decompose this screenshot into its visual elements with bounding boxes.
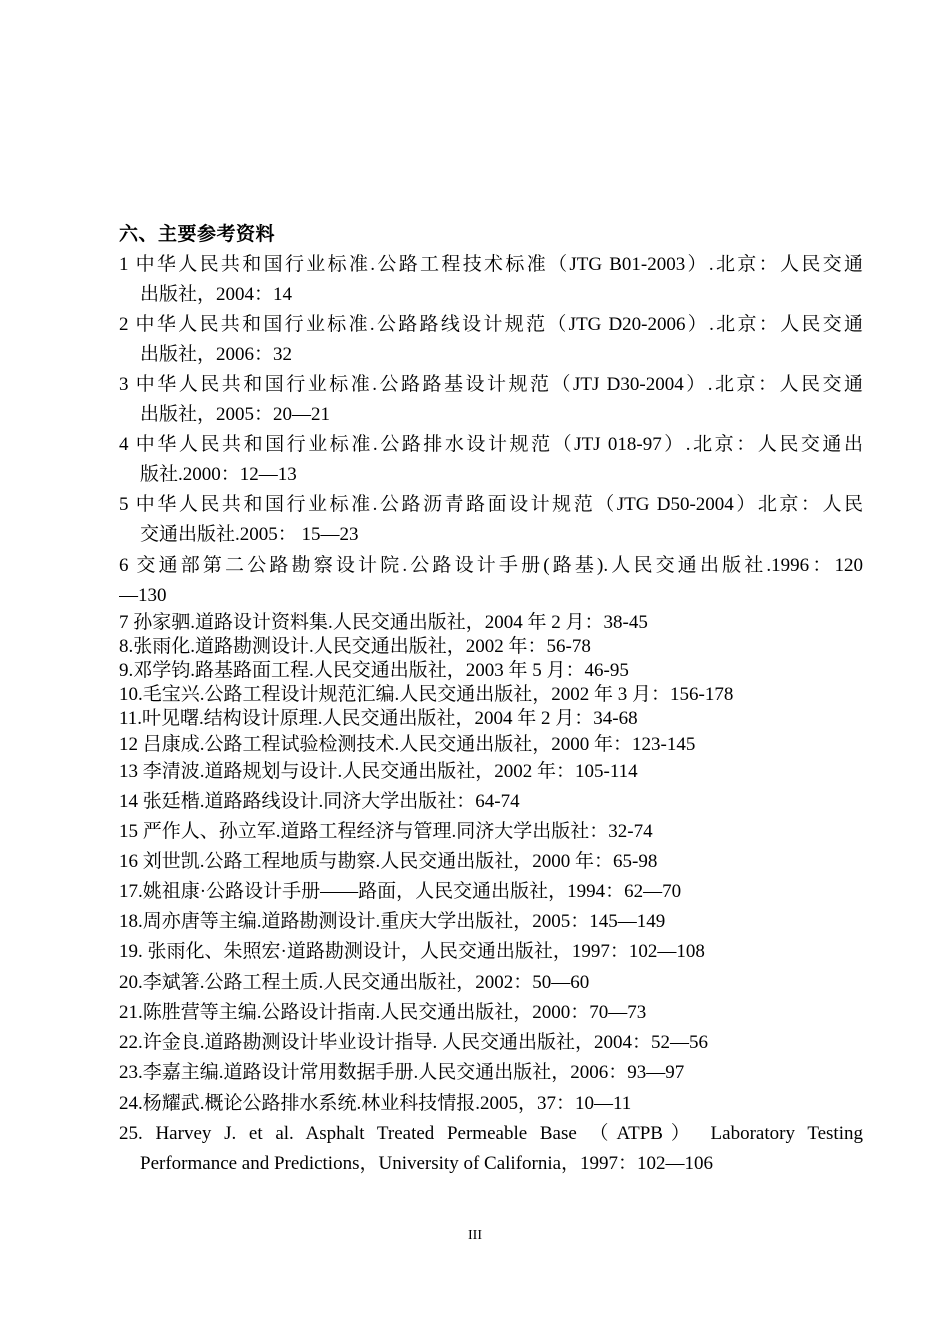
reference-item-16 xyxy=(119,847,863,877)
reference-item-20 xyxy=(119,968,863,998)
reference-line: 14 张廷楷.道路路线设计.同济大学出版社：64-74 xyxy=(119,791,520,812)
reference-continuation: 交通出版社.2005： 15—23 xyxy=(140,524,359,545)
reference-item-3 xyxy=(119,370,863,430)
reference-item-2 xyxy=(119,310,863,370)
reference-line: 8.张雨化.道路勘测设计.人民交通出版社，2002 年：56-78 xyxy=(119,636,591,657)
reference-item-19 xyxy=(119,937,863,967)
reference-line: 16 刘世凯.公路工程地质与勘察.人民交通出版社，2000 年：65-98 xyxy=(119,851,658,872)
reference-continuation: 版社.2000：12—13 xyxy=(140,464,297,485)
reference-continuation: 出版社，2004：14 xyxy=(140,284,293,305)
reference-line: 24.杨耀武.概论公路排水系统.林业科技情报.2005，37：10—11 xyxy=(119,1093,632,1114)
reference-item-6 xyxy=(119,551,863,611)
reference-line: 7 孙家驷.道路设计资料集.人民交通出版社，2004 年 2 月：38-45 xyxy=(119,612,648,633)
reference-continuation: Performance and Predictions，University of California，1997：102—106 xyxy=(140,1153,714,1174)
reference-item-10 xyxy=(119,683,863,707)
reference-line: 1 中华人民共和国行业标准.公路工程技术标准（JTG B01-2003）.北京：人民交通 xyxy=(119,254,863,275)
reference-item-11 xyxy=(119,707,863,731)
reference-line: 13 李清波.道路规划与设计.人民交通出版社，2002 年：105-114 xyxy=(119,761,638,782)
reference-line: 15 严作人、孙立军.道路工程经济与管理.同济大学出版社：32-74 xyxy=(119,821,653,842)
reference-item-9 xyxy=(119,659,863,683)
reference-line: 9.邓学钧.路基路面工程.人民交通出版社，2003 年 5 月：46-95 xyxy=(119,660,629,681)
reference-item-4 xyxy=(119,430,863,490)
reference-item-23 xyxy=(119,1058,863,1088)
reference-line: 21.陈胜营等主编.公路设计指南.人民交通出版社，2000：70—73 xyxy=(119,1002,647,1023)
reference-line: 23.李嘉主编.道路设计常用数据手册.人民交通出版社，2006：93—97 xyxy=(119,1062,685,1083)
reference-line: 19. 张雨化、朱照宏·道路勘测设计，人民交通出版社，1997：102—108 xyxy=(119,941,705,962)
section-heading: 六、主要参考资料 xyxy=(119,223,276,245)
reference-line: 5 中华人民共和国行业标准.公路沥青路面设计规范（JTG D50-2004）北京：人民 xyxy=(119,494,863,515)
reference-line: 20.李斌箸.公路工程土质.人民交通出版社，2002：50—60 xyxy=(119,972,590,993)
reference-line: 18.周亦唐等主编.道路勘测设计.重庆大学出版社，2005：145—149 xyxy=(119,911,666,932)
reference-item-13 xyxy=(119,757,863,787)
reference-line: 22.许金良.道路勘测设计毕业设计指导. 人民交通出版社，2004：52—56 xyxy=(119,1032,709,1053)
reference-line: 4 中华人民共和国行业标准.公路排水设计规范（JTJ 018-97）.北京：人民交通出 xyxy=(119,434,863,455)
reference-item-15 xyxy=(119,817,863,847)
reference-item-7 xyxy=(119,611,863,635)
reference-item-17 xyxy=(119,877,863,907)
reference-item-18 xyxy=(119,907,863,937)
reference-line: 3 中华人民共和国行业标准.公路路基设计规范（JTJ D30-2004）.北京：人民交通 xyxy=(119,374,863,395)
reference-line: 2 中华人民共和国行业标准.公路路线设计规范（JTG D20-2006）.北京：人民交通 xyxy=(119,314,863,335)
reference-continuation: 出版社，2005：20—21 xyxy=(140,404,331,425)
reference-item-5 xyxy=(119,490,863,550)
reference-item-12 xyxy=(119,730,863,760)
reference-line: 17.姚祖康·公路设计手册——路面，人民交通出版社，1994：62—70 xyxy=(119,881,682,902)
reference-continuation: 出版社，2006：32 xyxy=(140,344,293,365)
reference-item-22 xyxy=(119,1028,863,1058)
reference-item-25 xyxy=(119,1119,863,1179)
reference-item-8 xyxy=(119,635,863,659)
reference-item-24 xyxy=(119,1089,863,1119)
reference-line: 11.叶见曙.结构设计原理.人民交通出版社，2004 年 2 月：34-68 xyxy=(119,708,638,729)
page-number: III xyxy=(468,1228,482,1243)
reference-item-21 xyxy=(119,998,863,1028)
reference-item-14 xyxy=(119,787,863,817)
reference-line: 25. Harvey J. et al. Asphalt Treated Permeable Base （ATPB） Laboratory Testing xyxy=(119,1123,863,1144)
reference-line: 12 吕康成.公路工程试验检测技术.人民交通出版社，2000 年：123-145 xyxy=(119,734,696,755)
reference-continuation: —130 xyxy=(119,585,167,606)
reference-line: 10.毛宝兴.公路工程设计规范汇编.人民交通出版社，2002 年 3 月：156-178 xyxy=(119,684,734,705)
reference-item-1 xyxy=(119,250,863,310)
reference-line: 6 交通部第二公路勘察设计院.公路设计手册(路基).人民交通出版社.1996：120 xyxy=(119,555,863,576)
